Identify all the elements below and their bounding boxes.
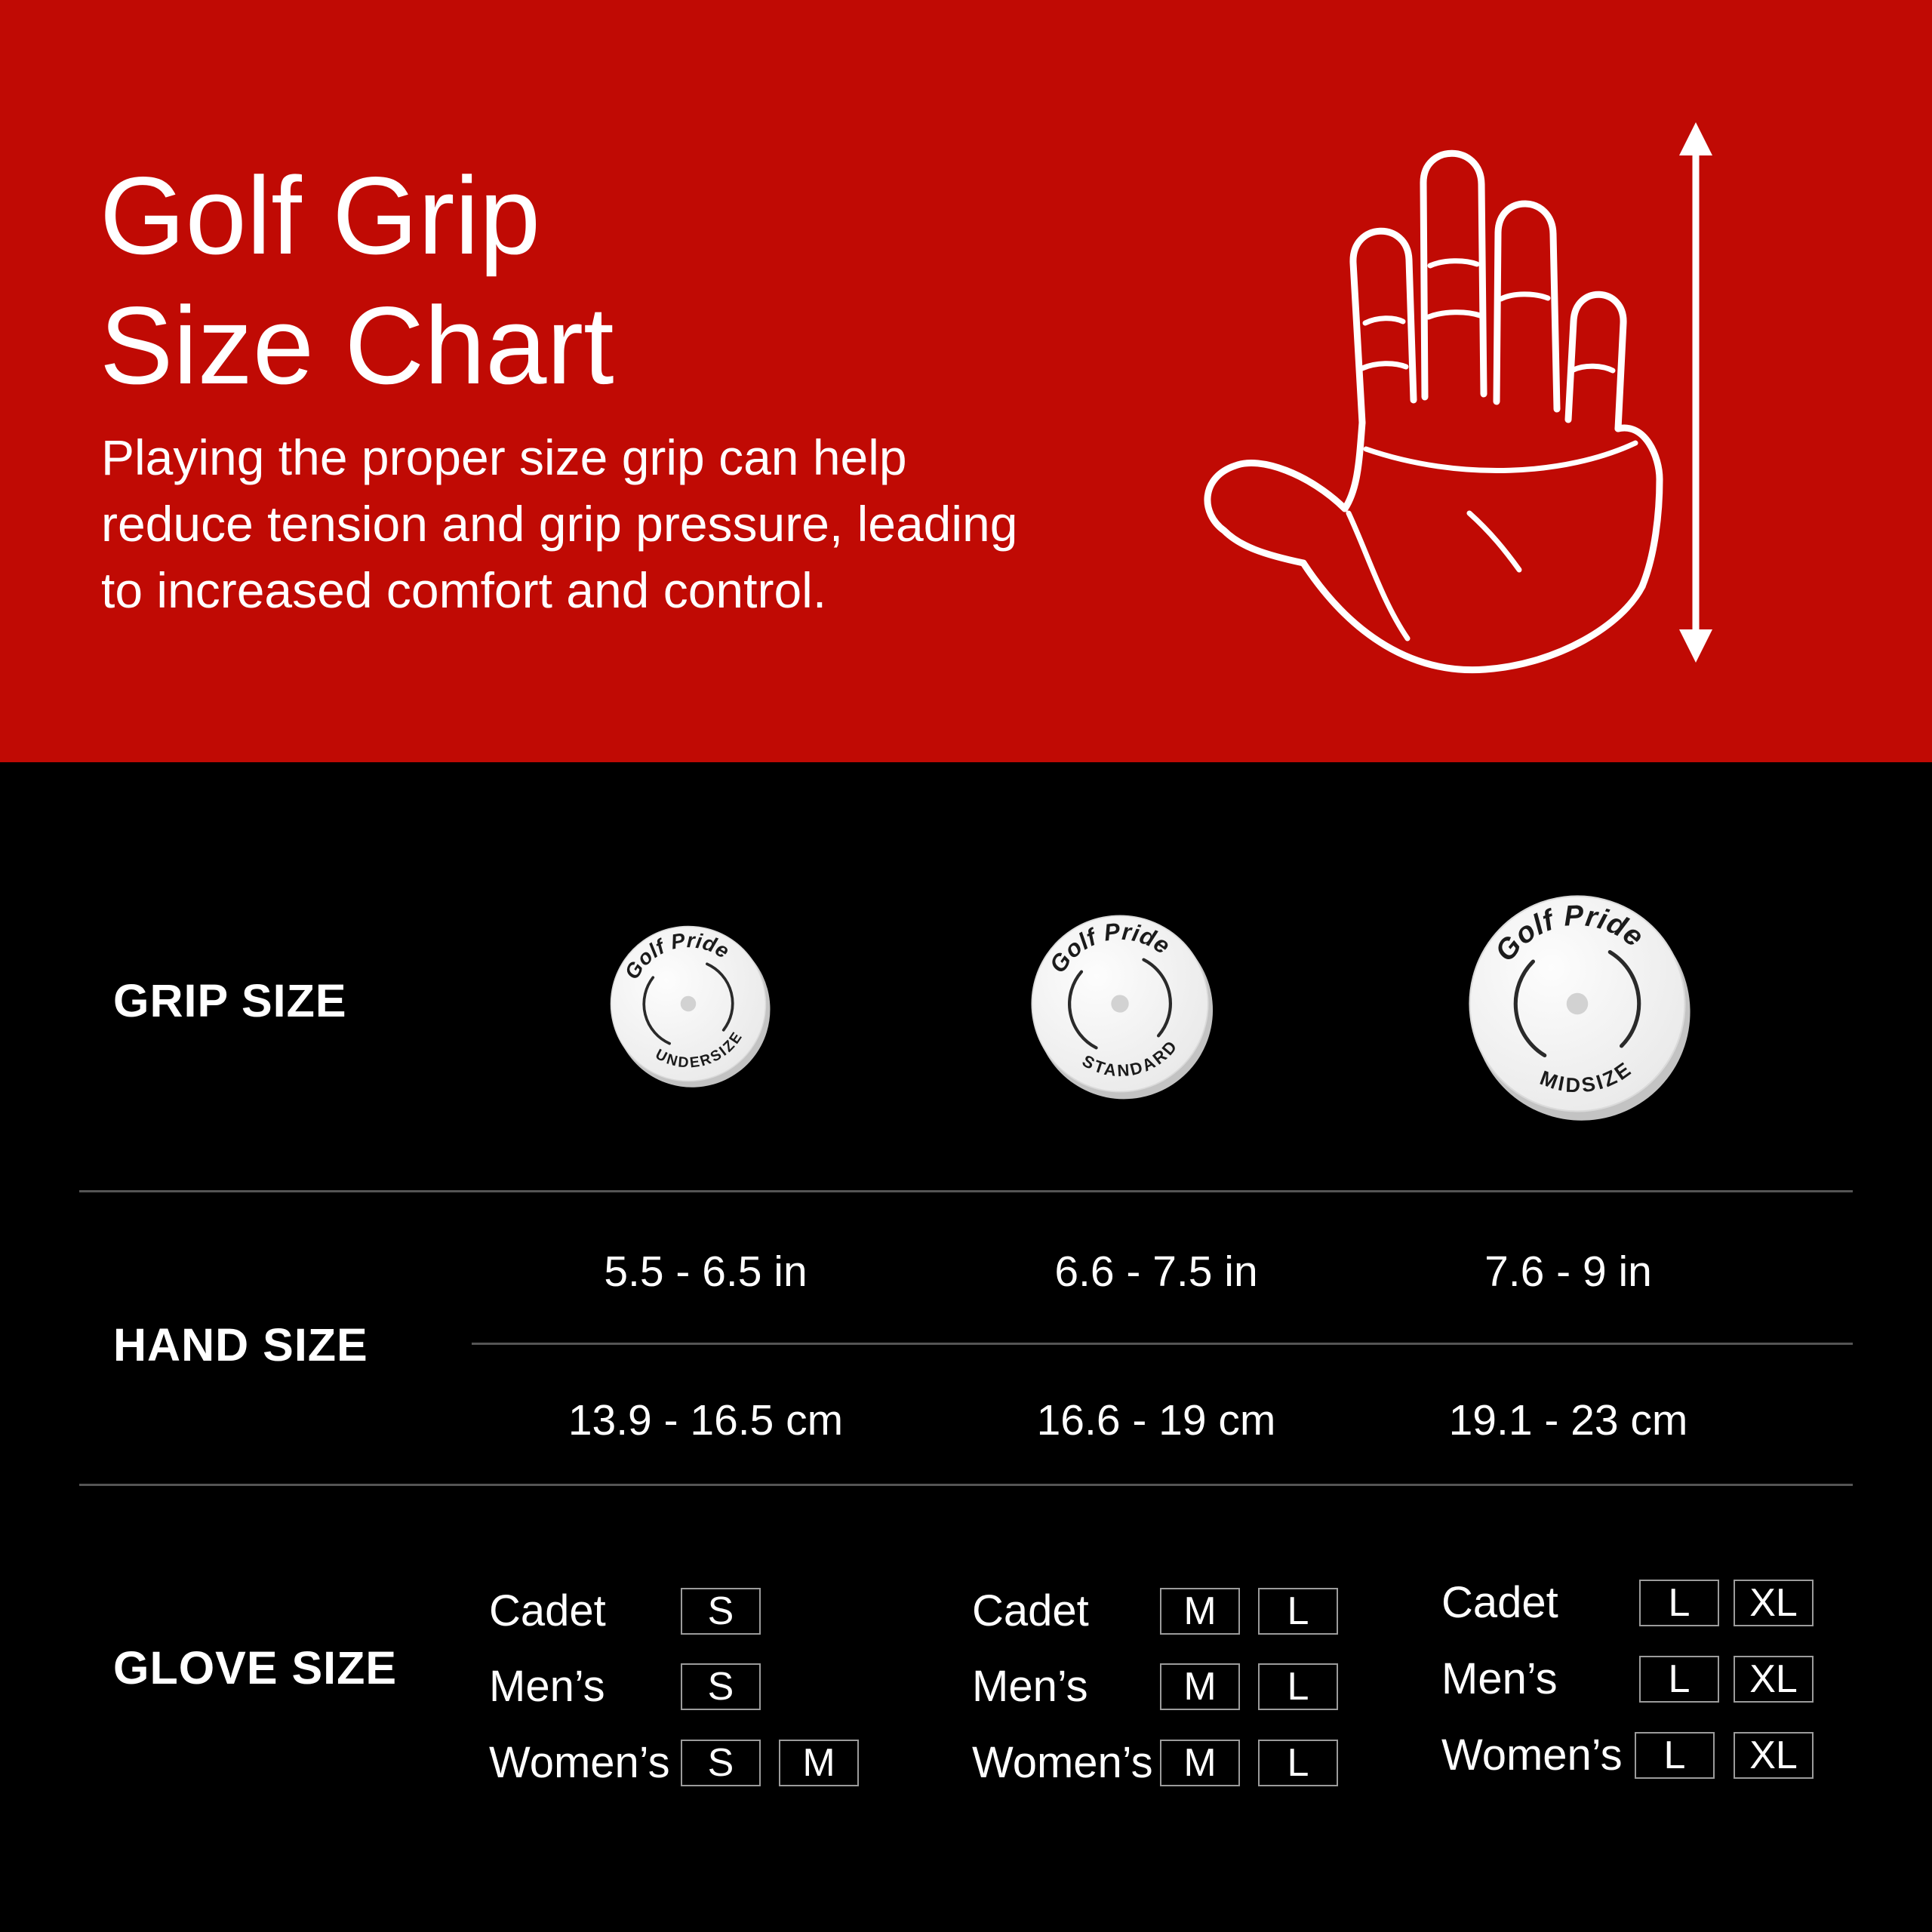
- cap-size-text: UNDERSIZE: [652, 1028, 747, 1072]
- hand-size-inches-standard: 6.6 - 7.5 in: [1054, 1247, 1258, 1296]
- size-box: S: [681, 1588, 761, 1635]
- size-box: XL: [1734, 1732, 1814, 1779]
- size-box: XL: [1734, 1656, 1814, 1703]
- divider-top: [79, 1190, 1853, 1192]
- section-label-glove-size: GLOVE SIZE: [113, 1642, 398, 1694]
- ring-finger-outline: [1497, 204, 1557, 409]
- glove-row-label: Men’s: [489, 1662, 605, 1711]
- glove-row-label: Cadet: [1441, 1578, 1558, 1627]
- glove-row-label: Cadet: [489, 1586, 606, 1635]
- hand-size-inches-undersize: 5.5 - 6.5 in: [604, 1247, 808, 1296]
- intro-line-3: to increased comfort and control.: [101, 562, 827, 618]
- divider-middle: [472, 1343, 1853, 1345]
- size-box: M: [1160, 1588, 1240, 1635]
- title-line-2: Size Chart: [100, 284, 614, 407]
- middle-crease: [1430, 261, 1477, 266]
- size-box: L: [1639, 1656, 1719, 1703]
- grip-cap-undersize: [595, 911, 781, 1097]
- middle-crease-2: [1429, 312, 1480, 317]
- glove-row-label: Cadet: [972, 1586, 1089, 1635]
- palm-bottom-edge: [1303, 563, 1642, 670]
- glove-row-label: Women’s: [489, 1738, 670, 1787]
- size-box: S: [681, 1740, 761, 1786]
- size-box: L: [1258, 1663, 1338, 1710]
- hand-size-cm-standard: 16.6 - 19 cm: [1036, 1396, 1276, 1444]
- cap-brand-text: Golf Pride: [1488, 899, 1651, 968]
- cap-size-text: MIDSIZE: [1537, 1056, 1637, 1097]
- middle-finger-outline: [1423, 153, 1484, 397]
- palm-crease-diagonal: [1469, 513, 1519, 570]
- intro-line-2: reduce tension and grip pressure, leading: [101, 496, 1018, 552]
- grip-cap-standard: [1014, 898, 1226, 1109]
- hand-size-cm-midsize: 19.1 - 23 cm: [1448, 1396, 1688, 1444]
- palm-crease-top: [1366, 443, 1635, 471]
- size-box: M: [1160, 1663, 1240, 1710]
- thumb-outline: [1208, 463, 1345, 563]
- pinky-finger-outline: [1568, 294, 1623, 429]
- size-box: L: [1639, 1580, 1719, 1626]
- index-crease: [1365, 318, 1403, 323]
- size-box: M: [779, 1740, 859, 1786]
- size-box: M: [1160, 1740, 1240, 1786]
- glove-row-label: Men’s: [972, 1662, 1088, 1711]
- size-box: L: [1635, 1732, 1715, 1779]
- size-box: XL: [1734, 1580, 1814, 1626]
- arrow-head-top: [1679, 122, 1712, 155]
- title-line-1: Golf Grip: [100, 154, 541, 277]
- section-label-hand-size: HAND SIZE: [113, 1319, 368, 1371]
- hero-section: [0, 0, 1932, 762]
- page-title: [100, 151, 614, 411]
- glove-row-label: Women’s: [1441, 1730, 1623, 1780]
- hand-illustration: [1174, 68, 1755, 694]
- palm-left-edge: [1345, 423, 1362, 509]
- cap-brand-text: Golf Pride: [620, 928, 734, 983]
- cap-size-text: STANDARD: [1078, 1035, 1182, 1081]
- divider-bottom: [79, 1484, 1853, 1486]
- cap-brand-text: Golf Pride: [1043, 917, 1176, 978]
- pinky-crease: [1574, 366, 1613, 371]
- grip-cap-midsize: [1448, 875, 1706, 1133]
- intro-text: [101, 424, 1017, 623]
- ring-crease: [1501, 294, 1548, 299]
- index-finger-outline: [1353, 231, 1414, 423]
- measure-arrow-icon: [1679, 122, 1712, 663]
- size-box: L: [1258, 1740, 1338, 1786]
- hand-size-cm-undersize: 13.9 - 16.5 cm: [568, 1396, 844, 1444]
- palm-right-edge: [1618, 428, 1660, 586]
- glove-row-label: Women’s: [972, 1738, 1153, 1787]
- glove-row-label: Men’s: [1441, 1654, 1558, 1703]
- intro-line-1: Playing the proper size grip can help: [101, 429, 907, 485]
- index-crease-2: [1362, 364, 1406, 368]
- size-box: L: [1258, 1588, 1338, 1635]
- thumb-crease: [1349, 513, 1407, 638]
- arrow-head-bottom: [1679, 629, 1712, 663]
- section-label-grip-size: GRIP SIZE: [113, 975, 347, 1026]
- hand-size-inches-midsize: 7.6 - 9 in: [1484, 1247, 1652, 1296]
- size-box: S: [681, 1663, 761, 1710]
